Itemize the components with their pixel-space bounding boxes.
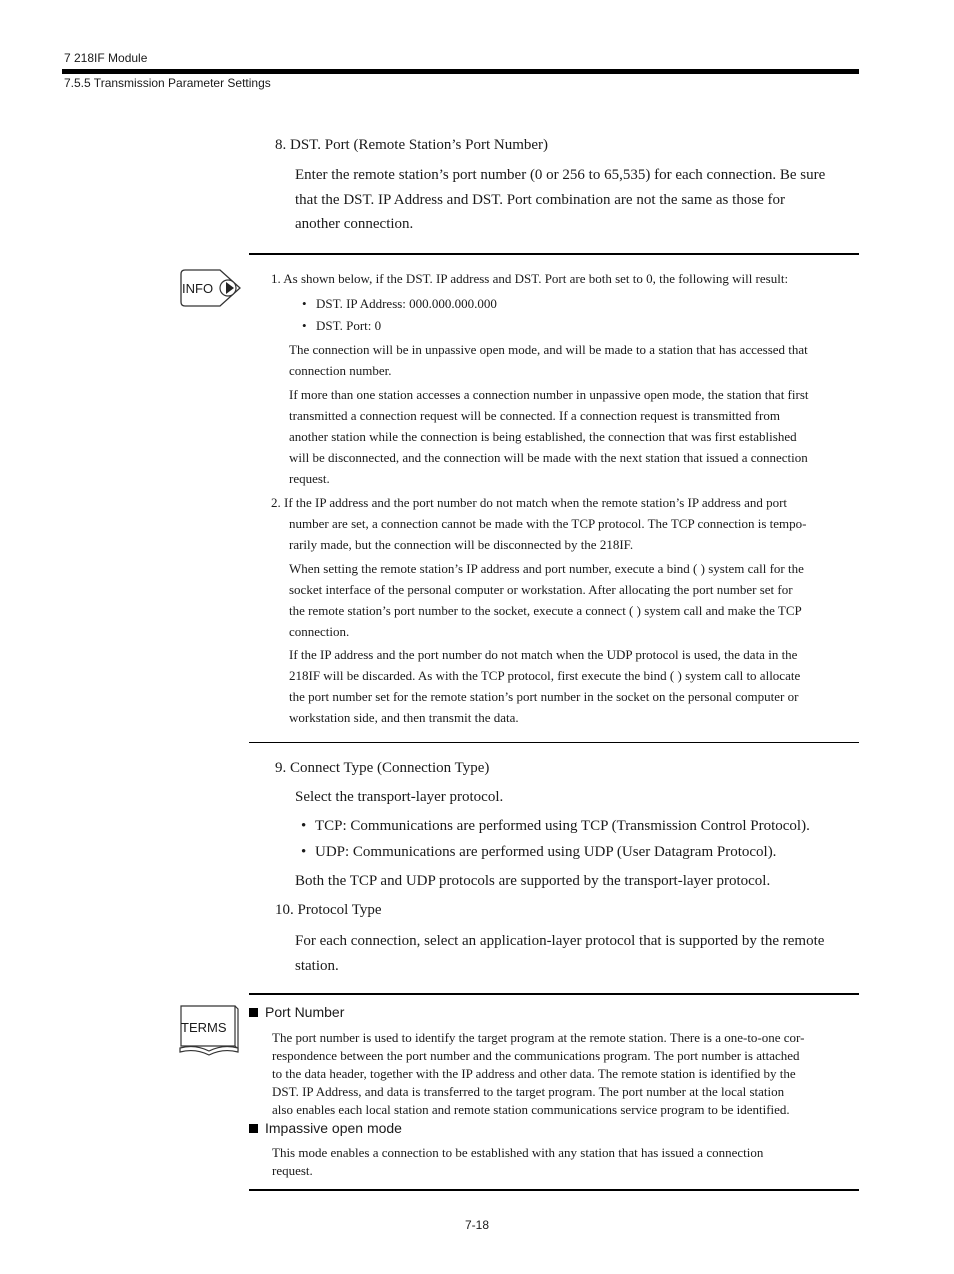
item-10-line: For each connection, select an application-layer protocol that is supported by the remote bbox=[295, 933, 825, 949]
term-body-port-number bbox=[272, 1029, 872, 1119]
term-line: also enables each local station and remote station communications service program to be identified. bbox=[272, 1102, 790, 1117]
term-line: to the data header, together with the IP address and other data. The remote station is identified by the bbox=[272, 1066, 796, 1081]
term-line: DST. IP Address, and data is transferred to the target program. The port number at the local station bbox=[272, 1084, 785, 1099]
info-note-1-lead: 1. As shown below, if the DST. IP address and DST. Port are both set to 0, the following will result: bbox=[271, 271, 789, 286]
item-10-line: station. bbox=[295, 957, 339, 974]
term-line: The port number is used to identify the target program at the remote station. There is a one-to-one cor- bbox=[272, 1030, 805, 1045]
info-bottom-rule bbox=[249, 742, 859, 743]
term-heading-text: Impassive open mode bbox=[265, 1120, 402, 1136]
chapter-header: 7 218IF Module bbox=[64, 51, 148, 65]
header-rule bbox=[62, 69, 859, 74]
term-heading-port-number bbox=[249, 1004, 344, 1020]
info-line: workstation side, and then transmit the data. bbox=[289, 710, 519, 725]
item-9-intro: Select the transport-layer protocol. bbox=[295, 789, 504, 805]
section-header: 7.5.5 Transmission Parameter Settings bbox=[64, 76, 271, 90]
info-note-2-lead bbox=[271, 492, 871, 555]
item-10-title: 10. Protocol Type bbox=[275, 902, 382, 918]
info-line: another station while the connection is being established, the connection that was first established bbox=[289, 429, 797, 444]
page-number: 7-18 bbox=[464, 1218, 490, 1232]
info-line: If more than one station accesses a connection number in unpassive open mode, the station that first bbox=[289, 387, 809, 402]
info-note-1-para-1 bbox=[289, 339, 869, 381]
info-icon-label: INFO bbox=[182, 281, 214, 296]
info-line: When setting the remote station’s IP address and port number, execute a bind ( ) system call for the bbox=[289, 561, 804, 576]
info-line: the remote station’s port number to the socket, execute a connect ( ) system call and make the TCP bbox=[289, 603, 802, 618]
item-8-line: that the DST. IP Address and DST. Port combination are not the same as those for bbox=[295, 191, 786, 208]
item-9-title: 9. Connect Type (Connection Type) bbox=[275, 760, 490, 776]
item-9-bullet: • TCP: Communications are performed using TCP (Transmission Control Protocol). bbox=[301, 818, 810, 834]
term-line: respondence between the port number and the communications program. The port number is attached bbox=[272, 1048, 800, 1063]
item-9-bullet-text: UDP: Communications are performed using UDP (User Datagram Protocol). bbox=[315, 844, 777, 860]
item-8-title: 8. DST. Port (Remote Station’s Port Number) bbox=[275, 137, 549, 153]
info-line: socket interface of the personal computer or workstation. After allocating the port number set for bbox=[289, 582, 793, 597]
term-line: request. bbox=[272, 1163, 313, 1178]
info-note-1-bullet-text: DST. IP Address: 000.000.000.000 bbox=[316, 296, 497, 311]
info-line: The connection will be in unpassive open mode, and will be made to a station that has accessed that bbox=[289, 342, 808, 357]
info-note-2-para-2 bbox=[289, 644, 869, 728]
term-heading-impassive-open-mode bbox=[249, 1120, 402, 1136]
info-note-1-bullet: • DST. IP Address: 000.000.000.000 bbox=[302, 296, 497, 311]
term-body-impassive-open-mode bbox=[272, 1144, 872, 1180]
info-line: request. bbox=[289, 471, 330, 486]
info-line: rarily made, but the connection will be disconnected by the 218IF. bbox=[289, 537, 634, 552]
item-9-bullet: • UDP: Communications are performed using UDP (User Datagram Protocol). bbox=[301, 844, 777, 860]
info-note-1-para-2 bbox=[289, 384, 869, 489]
item-8-line: another connection. bbox=[295, 216, 414, 232]
info-line: If the IP address and the port number do not match when the UDP protocol is used, the data in the bbox=[289, 647, 798, 662]
item-9-outro: Both the TCP and UDP protocols are supported by the transport-layer protocol. bbox=[295, 873, 771, 889]
terms-bottom-rule bbox=[249, 1189, 859, 1191]
item-10-body bbox=[295, 929, 865, 978]
info-line: 218IF will be discarded. As with the TCP protocol, first execute the bind ( ) system call to allocate bbox=[289, 668, 801, 683]
item-8-line: Enter the remote station’s port number (0 or 256 to 65,535) for each connection. Be sure bbox=[295, 167, 826, 183]
info-top-rule bbox=[249, 253, 859, 255]
info-line: the port number set for the remote station’s port number in the socket on the personal computer or bbox=[289, 689, 799, 704]
info-line: connection number. bbox=[289, 363, 392, 378]
terms-icon-label: TERMS bbox=[181, 1020, 227, 1035]
item-8-body bbox=[295, 163, 865, 237]
terms-book-icon bbox=[177, 1004, 241, 1056]
info-line: 2. If the IP address and the port number do not match when the remote station’s IP address and port bbox=[271, 495, 788, 510]
info-line: transmitted a connection request will be connected. If a connection request is transmitted from bbox=[289, 408, 780, 423]
info-line: will be disconnected, and the connection will be made with the next station that issued a connection bbox=[289, 450, 808, 465]
term-heading-text: Port Number bbox=[265, 1004, 345, 1020]
info-line: connection. bbox=[289, 624, 350, 639]
info-line: number are set, a connection cannot be made with the TCP protocol. The TCP connection is tempo- bbox=[289, 516, 807, 531]
item-9-bullet-text: TCP: Communications are performed using TCP (Transmission Control Protocol). bbox=[315, 818, 810, 834]
info-note-2-para-1 bbox=[289, 558, 869, 642]
info-icon bbox=[176, 268, 242, 308]
info-note-1-bullet-text: DST. Port: 0 bbox=[316, 318, 382, 333]
term-line: This mode enables a connection to be established with any station that has issued a connection bbox=[272, 1145, 764, 1160]
info-note-1-bullet: • DST. Port: 0 bbox=[302, 318, 382, 333]
terms-top-rule bbox=[249, 993, 859, 995]
